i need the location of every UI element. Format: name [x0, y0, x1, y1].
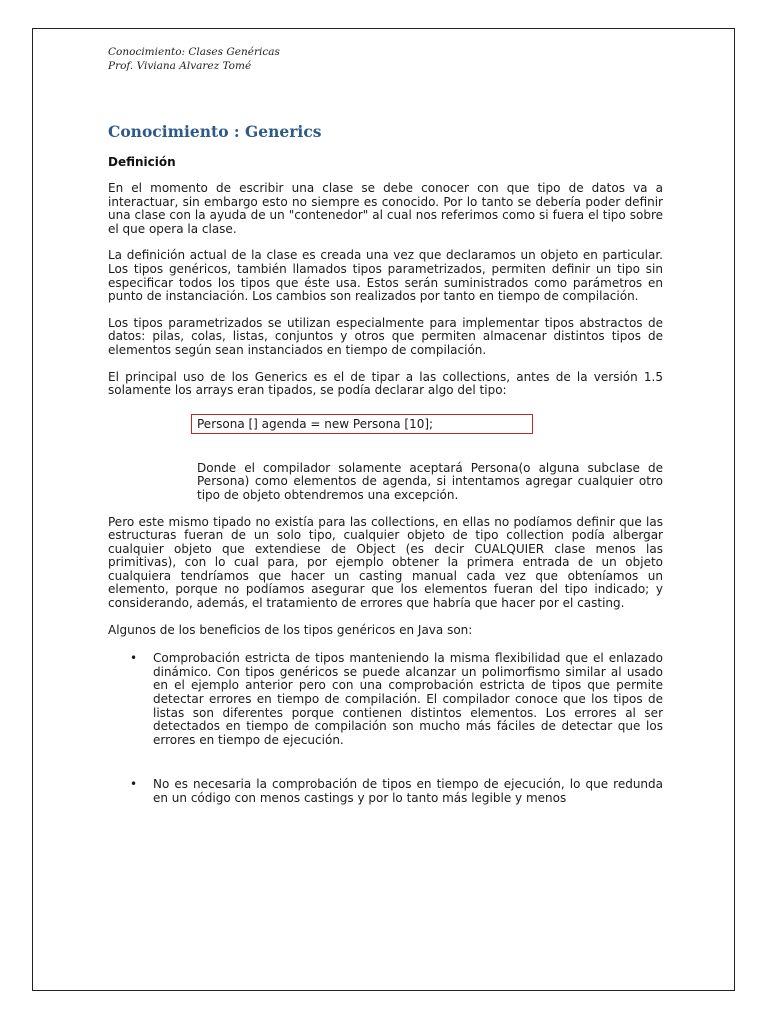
bullet-icon: •	[130, 777, 138, 792]
page-content	[108, 45, 663, 806]
code-example: Persona [] agenda = new Persona [10];	[191, 414, 533, 434]
list-item	[108, 778, 663, 805]
paragraph-definition: La definición actual de la clase es creada una vez que declaramos un objeto en particular. Los tipos genéricos, también llamados tipos parametrizados, permiten definir un tipo sin especificar todos los tipos que éste usa. Estos serán suministrados como parámetros en punto de instanciación. Los cambios son realizados por tanto en tiempo de compilación.	[108, 248, 663, 304]
document-title: Conocimiento : Generics	[108, 122, 322, 141]
list-item-text: No es necesaria la comprobación de tipos en tiempo de ejecución, lo que redunda en un código con menos castings y por lo tanto más legible y menos	[153, 777, 663, 805]
document-page	[32, 28, 735, 991]
paragraph-untyped-collections: Pero este mismo tipado no existía para las collections, en ellas no podíamos definir que las estructuras fueran de un solo tipo, cualquier objeto de tipo collection podía albergar cualquier objeto que extendiese de Object (es decir CUALQUIER clase menos las primitivas), con lo cual para, por ejemplo obtener la primera entrada de un objeto cualquiera tendríamos que hacer un casting manual cada vez que obteníamos un elemento, porque no podíamos asegurar que los elementos fueran del tipo indicado; y considerando, además, el tratamiento de errores que habría que hacer por el casting.	[108, 514, 663, 611]
paragraph-parametrized: Los tipos parametrizados se utilizan especialmente para implementar tipos abstractos de datos: pilas, colas, listas, conjuntos y otros que permiten almacenar distintos tipos de elementos según sean instanciados en tiempo de compilación.	[108, 315, 663, 357]
list-item-text: Comprobación estricta de tipos manteniendo la misma flexibilidad que el enlazado dinámico. Con tipos genéricos se puede alcanzar un polimorfismo similar al usado en el ejemplo anterior pero con una comprobación estricta de tipos que permite detectar errores en tiempo de compilación. El compilador conoce que los tipos de listas son diferentes porque contienen distintos elementos. Los errores al ser detectados en tiempo de compilación son mucho más fáciles de detectar que los errores en tiempo de ejecución.	[153, 651, 663, 747]
header-course: Conocimiento: Clases Genéricas	[108, 46, 280, 58]
paragraph-collections: El principal uso de los Generics es el de tipar a las collections, antes de la versión 1.5 solamente los arrays eran tipados, se podía declarar algo del tipo:	[108, 369, 663, 398]
bullet-icon: •	[130, 651, 138, 666]
running-header	[108, 45, 663, 73]
header-author: Prof. Viviana Alvarez Tomé	[108, 60, 252, 72]
benefits-intro: Algunos de los beneficios de los tipos genéricos en Java son:	[108, 622, 473, 637]
paragraph-intro: En el momento de escribir una clase se debe conocer con que tipo de datos va a interactuar, sin embargo esto no siempre es conocido. Por lo tanto se debería poder definir una clase con la ayuda de un "contenedor" al cual nos referimos como si fuera el tipo sobre el que opera la clase.	[108, 181, 663, 236]
list-item	[108, 652, 663, 747]
benefits-list	[108, 652, 663, 805]
code-explanation: Donde el compilador solamente aceptará Persona(o alguna subclase de Persona) como elementos de agenda, si intentamos agregar cualquier otro tipo de objeto obtendremos una excepción.	[197, 460, 663, 502]
section-heading: Definición	[108, 155, 176, 169]
